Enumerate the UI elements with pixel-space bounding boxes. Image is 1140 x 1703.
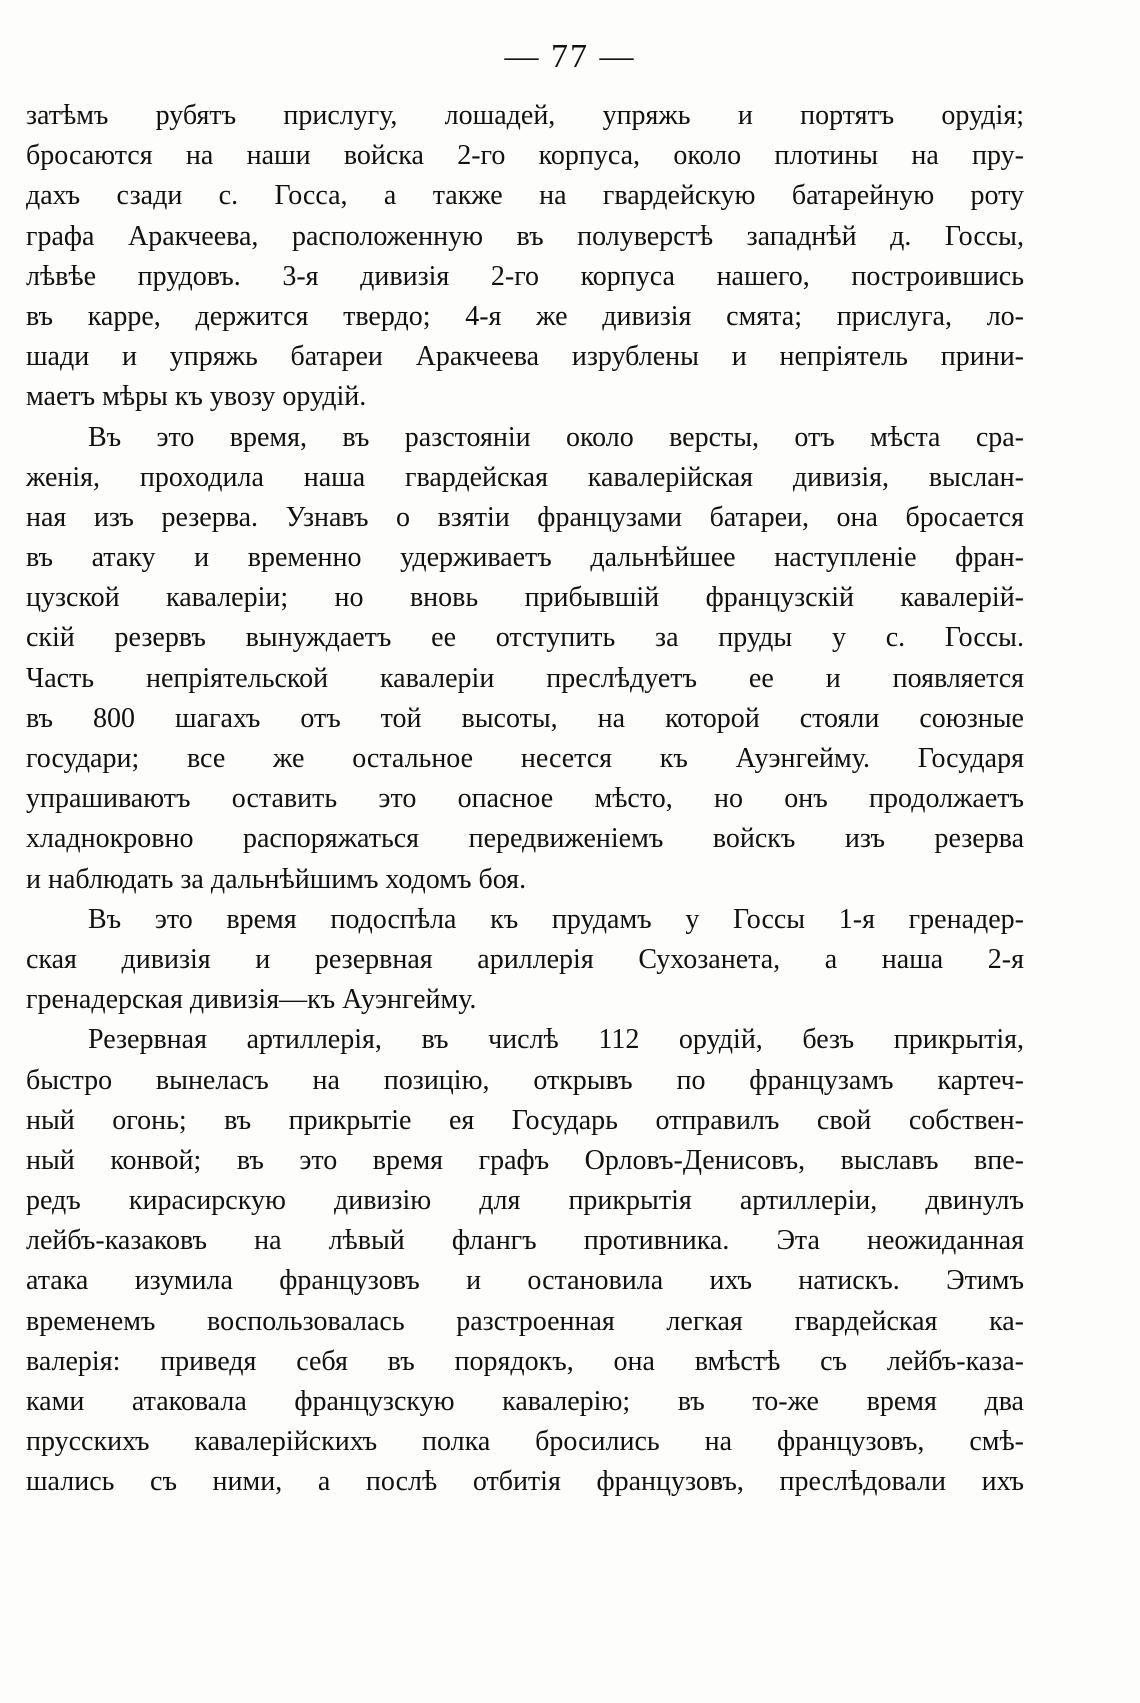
text-line: Резервная артиллерія, въ числѣ 112 орудій, безъ прикрытія, [88,1024,1024,1056]
text-line: ный конвой; въ это время графъ Орловъ-Денисовъ, выславъ впе- [26,1144,1024,1176]
text-line: Въ это время, въ разстояніи около версты, отъ мѣста сра- [88,421,1024,453]
text-line: и наблюдать за дальнѣйшимъ ходомъ боя. [26,863,527,895]
text-line: валерія: приведя себя въ порядокъ, она вмѣстѣ съ лейбъ-каза- [26,1345,1024,1377]
text-line: Въ это время подоспѣла къ прудамъ у Госсы 1-я гренадер- [88,903,1024,935]
text-line: Часть непріятельской кавалеріи преслѣдуетъ ее и появляется [26,662,1024,694]
text-line: временемъ воспользовалась разстроенная легкая гвардейская ка- [26,1305,1024,1337]
text-line: цузской кавалеріи; но вновь прибывшій французскій кавалерій- [26,582,1024,614]
text-line: государи; все же остальное несется къ Ауэнгейму. Государя [26,743,1024,774]
text-line: упрашиваютъ оставить это опасное мѣсто, но онъ продолжаетъ [26,783,1024,815]
text-line: лѣвѣе прудовъ. 3-я дивизія 2-го корпуса нашего, построившись [26,260,1024,292]
text-line: бросаются на наши войска 2-го корпуса, около плотины на пру- [26,140,1024,172]
text-line: атака изумила французовъ и остановила ихъ натискъ. Этимъ [26,1265,1024,1297]
text-line: затѣмъ рубятъ прислугу, лошадей, упряжь и портятъ орудія; [26,100,1024,131]
body-text [26,96,1024,1503]
text-line: шади и упряжь батареи Аракчеева изрублены и непріятель прини- [26,341,1024,373]
text-line: дахъ сзади с. Госса, а также на гвардейскую батарейную роту [26,180,1024,212]
text-line: лейбъ-казаковъ на лѣвый флангъ противника. Эта неожиданная [26,1225,1024,1257]
text-line: прусскихъ кавалерійскихъ полка бросились на французовъ, смѣ- [26,1426,1024,1458]
text-line: ная изъ резерва. Узнавъ о взятіи французами батареи, она бросается [26,501,1024,533]
text-line: скій резервъ вынуждаетъ ее отступить за пруды у с. Госсы. [26,622,1024,654]
text-line: шались съ ними, а послѣ отбитія французовъ, преслѣдовали ихъ [26,1466,1024,1498]
page-number: — 77 — [504,38,636,75]
text-line: редъ кирасирскую дивизію для прикрытія артиллеріи, двинулъ [26,1185,1024,1217]
text-line: маетъ мѣры къ увозу орудій. [26,381,367,413]
text-line: гренадерская дивизія—къ Ауэнгейму. [26,984,477,1016]
text-line: ками атаковала французскую кавалерію; въ то-же время два [26,1386,1024,1417]
text-line: женія, проходила наша гвардейская кавалерійская дивизія, выслан- [26,461,1024,493]
text-line: въ карре, держится твердо; 4-я же дивизія смята; прислуга, ло- [26,300,1024,332]
text-line: хладнокровно распоряжаться передвиженіемъ войскъ изъ резерва [26,823,1024,855]
text-line: графа Аракчеева, расположенную въ полуверстѣ западнѣй д. Госсы, [26,220,1024,252]
text-line: ская дивизія и резервная ариллерія Сухозанета, а наша 2-я [26,943,1024,975]
text-line: въ атаку и временно удерживаетъ дальнѣйшее наступленіе фран- [26,542,1024,574]
text-line: въ 800 шагахъ отъ той высоты, на которой стояли союзные [26,702,1024,734]
text-line: ный огонь; въ прикрытіе ея Государь отправилъ свой собствен- [26,1104,1024,1136]
text-line: быстро вынеласъ на позицію, открывъ по французамъ картеч- [26,1064,1024,1096]
